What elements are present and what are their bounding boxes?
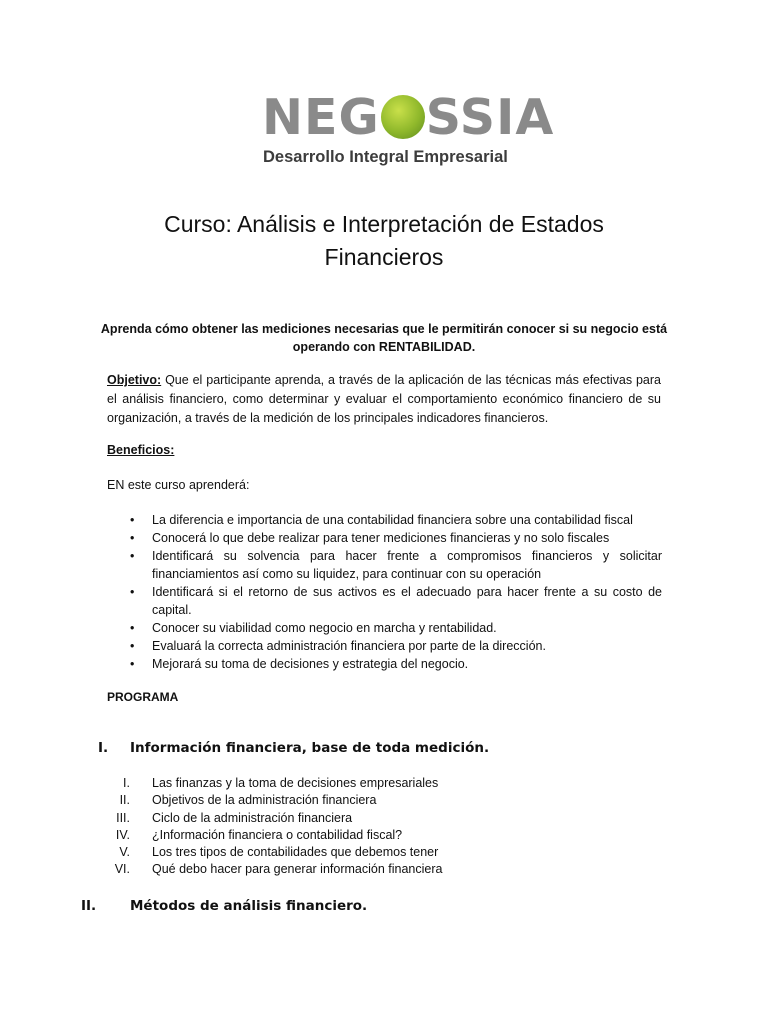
benefits-label: Beneficios: (107, 443, 175, 457)
subtitle-line-2: operando con RENTABILIDAD. (292, 340, 476, 354)
title-line-1: Curso: Análisis e Interpretación de Estados (164, 211, 604, 237)
logo-tagline: Desarrollo Integral Empresarial (263, 148, 508, 166)
list-item: • La diferencia e importancia de una contabilidad financiera sobre una contabilidad fiscal (130, 513, 633, 527)
item-number: III. (116, 810, 130, 825)
bullet-icon: • (130, 585, 135, 599)
bullet-icon: • (130, 513, 135, 527)
section-number: I. (98, 740, 109, 756)
item-number: IV. (115, 827, 130, 842)
item-number: V. (119, 845, 130, 860)
section-title: Información financiera, base de toda medición. (130, 740, 490, 756)
list-item: V. Los tres tipos de contabilidades que debemos tener (112, 844, 442, 861)
item-number: II. (119, 793, 130, 808)
list-item: III. Ciclo de la administración financiera (112, 810, 442, 827)
benefits-list (130, 511, 662, 673)
logo-wordmark (262, 88, 554, 148)
subitems-list (112, 775, 442, 879)
list-item: • Mejorará su toma de decisiones y estrategia del negocio. (130, 657, 469, 671)
list-item: II. Objetivos de la administración financiera (112, 792, 442, 809)
program-label: PROGRAMA (107, 690, 179, 704)
list-item: I. Las finanzas y la toma de decisiones empresariales (112, 775, 442, 792)
list-item: • Conocerá lo que debe realizar para tener mediciones financieras y no solo fiscales (130, 531, 610, 545)
title-line-2: Financieros (324, 244, 444, 270)
objective-text: Que el participante aprenda, a través de la aplicación de las técnicas más efectivas para el análisis financiero, como determinar y evaluar el comportamiento económico financiero de su organización, a través de la medición de los principales indicadores financieros. (107, 373, 661, 425)
section-title: Métodos de análisis financiero. (130, 898, 368, 914)
objective-label: Objetivo: (107, 373, 162, 387)
subtitle-line-1: Aprenda cómo obtener las mediciones necesarias que le permitirán conocer si su negocio está (100, 322, 668, 336)
list-item: VI. Qué debo hacer para generar información financiera (112, 861, 442, 878)
list-item: • Conocer su viabilidad como negocio en marcha y rentabilidad. (130, 621, 497, 635)
subtitle (100, 320, 668, 356)
bullet-icon: • (130, 549, 135, 563)
bullet-icon: • (130, 657, 135, 671)
bullet-icon: • (130, 621, 135, 635)
benefits-heading (107, 441, 661, 460)
bullet-icon: • (130, 639, 135, 653)
logo-word-right: SSIA (425, 89, 555, 146)
list-item: • Evaluará la correcta administración financiera por parte de la dirección. (130, 639, 546, 653)
item-number: VI. (114, 862, 130, 877)
list-item: • Identificará si el retorno de sus activos es el adecuado para hacer frente a su costo de capital. (130, 585, 662, 617)
intro-text: EN este curso aprenderá: (107, 478, 250, 492)
globe-icon (381, 95, 425, 139)
page-title (100, 208, 668, 274)
bullet-icon: • (130, 531, 135, 545)
item-number: I. (123, 776, 130, 790)
list-item: • Identificará su solvencia para hacer frente a compromisos financieros y solicitar financiamientos así como su liquidez, para continuar con su operación (130, 549, 662, 581)
list-item: IV. ¿Información financiera o contabilidad fiscal? (112, 827, 442, 844)
objective-paragraph (107, 371, 661, 428)
company-logo (262, 88, 555, 173)
section-number: II. (81, 898, 97, 914)
logo-word-left: NEG (262, 89, 380, 146)
